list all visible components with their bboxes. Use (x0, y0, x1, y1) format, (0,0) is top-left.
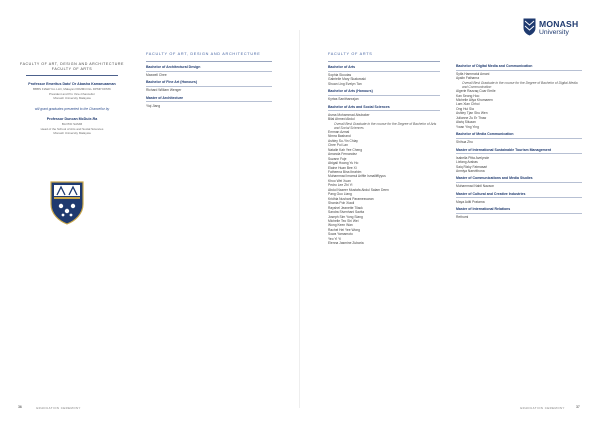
monash-logo (523, 18, 593, 40)
graduate-name: Sowa Yamamoto (328, 232, 353, 237)
award-note: Overall Best Graduate in the course for the Degree of Bachelor of Arts and Social Sciences (334, 121, 437, 130)
second-presenter-title: Head of the School of Arts and Social Sciences (40, 126, 104, 131)
graduate-name: Suzann Fuje (328, 156, 347, 161)
degree-heading: Bachelor of Arts (Honours) (328, 89, 440, 96)
degree-heading: Bachelor of Digital Media and Communication (456, 64, 582, 71)
column-faculty-of-arts (328, 52, 440, 249)
faculty-title: FACULTY OF ARTS (328, 52, 440, 62)
degree-heading: Master of International Relations (456, 207, 582, 214)
degree-group (328, 89, 440, 101)
degree-group (146, 65, 272, 77)
degree-group (146, 80, 272, 92)
degree-group (456, 207, 582, 219)
degree-group (456, 148, 582, 174)
degree-heading: Bachelor of Arts and Social Sciences (328, 105, 440, 112)
footer-text-right: GRADUATION CEREMONY (520, 406, 565, 410)
sidebar-rule (26, 75, 118, 76)
graduate-name: Fatheena Bina Ibrahim (328, 169, 362, 174)
graduate-name: Algerie Razzaq Coar Emile (456, 89, 496, 94)
graduate-name: Lam Xian Chhoi (456, 102, 480, 107)
graduate-name: Muhammad Imamul Ariffie Ismailiffiyyus (328, 174, 386, 179)
column-art-design-architecture (146, 52, 272, 111)
graduate-name: Khoo Wei Xuan (328, 178, 351, 183)
graduate-name: Maya Aditi Pratama (456, 199, 485, 204)
graduate-name: Ashley Su-Yin Chiay (328, 138, 358, 143)
sidebar-heading-1: FACULTY OF ART, DESIGN AND ARCHITECTURE (20, 62, 124, 66)
graduate-name: Yeo Yi Yi (328, 236, 341, 241)
graduate-name: Ong Hui Sia (456, 106, 474, 111)
faculty-title (456, 52, 582, 61)
degree-heading: Master of International Sustainable Tourism Management (456, 148, 582, 155)
graduate-name: Nimra Bashand (328, 134, 351, 139)
graduate-name: Elenna Jasmine Zubaria (328, 241, 364, 246)
degree-group (456, 64, 582, 129)
page-number-right: 37 (576, 405, 580, 409)
second-presenter-credentials: BA PhD SAMM (61, 122, 83, 127)
sidebar-heading-2: FACULTY OF ARTS (51, 67, 93, 72)
graduate-name: Emman Azmal (328, 129, 350, 134)
graduate-name: Anmiya Naevithona (456, 168, 485, 173)
graduate-name: Bilal Ahmed Abdul (328, 117, 355, 122)
page-number-left: 36 (18, 405, 22, 409)
degree-group (146, 96, 272, 108)
graduate-name: Joseph Sim Yong Siang (328, 214, 363, 219)
graduate-name: Rachel Hei Yee Wong (328, 227, 361, 232)
award-note: Overall Best Graduate in the course for the Degree of Bachelor of Digital Media and Communication (462, 80, 578, 89)
graduate-name: Sandra Sivenhani Savita (328, 210, 365, 215)
degree-heading: Bachelor of Media Communication (456, 132, 582, 139)
graduate-name: Wong Keen Wan (328, 223, 353, 228)
graduate-name: Shuan Ling Evelyn Tan (328, 81, 362, 86)
graduate-name: Ayalin Fatharna (456, 76, 480, 81)
graduate-name: Ywan Ying Ying (456, 124, 479, 129)
graduate-name: Yiqi Jiang (146, 103, 161, 108)
graduate-name: Amanda Fernandez (328, 152, 357, 157)
degree-group (456, 192, 582, 204)
graduate-name: Asma Mohammad Abubaker (328, 112, 370, 117)
presenter-institution: Monash University Malaysia (53, 96, 91, 101)
degree-group (456, 132, 582, 144)
footer-text-left: GRADUATION CEREMONY (36, 406, 81, 410)
graduate-name: Abigail Hoang Yu Ho (328, 161, 359, 166)
ceremony-sidebar (16, 62, 128, 135)
graduate-name: Syifa Hammatul Amani (456, 72, 490, 76)
degree-group (328, 65, 440, 86)
graduate-name: Maxwell Chee (146, 73, 167, 77)
logo-wordmark: MONASH (539, 19, 579, 29)
graduate-name: Alwiq Siluaan (456, 120, 476, 125)
graduate-name: Shihua Zhu (456, 140, 473, 145)
graduate-name: Gabrielle Mary Skakowski (328, 77, 366, 82)
graduate-name: Michelle Aliya Khumaeen (456, 98, 493, 102)
graduate-name: Muhammad Nabil Nazaon (456, 184, 495, 189)
graduate-name: Kan Seong Hoo (456, 93, 480, 98)
presenter-name: Professor Emeritus Dato' Dr Abasha Kamaruzaman (28, 82, 116, 87)
degree-heading: Master of Communications and Media Studies (456, 176, 582, 183)
presentation-note: will grant graduates presented to the Chancellor by (34, 106, 110, 111)
graduate-name: Shanta Poh Xiaoli (328, 201, 355, 206)
second-presenter-name: Professor Duncan McDuie-Ra (46, 117, 98, 122)
degree-heading: Master of Architecture (146, 96, 272, 103)
graduate-name: Rethumi (456, 215, 469, 220)
university-crest-icon (49, 180, 85, 226)
graduate-name: Isabella Pitta Avelynde (456, 155, 490, 160)
graduate-name: Pang Guo Liang (328, 192, 352, 197)
graduate-name: Richard William Wenger (146, 88, 182, 93)
graduate-name: Lixfang Arabas (456, 160, 478, 165)
degree-heading: Bachelor of Arts (328, 65, 440, 72)
degree-group (456, 176, 582, 188)
monash-shield-icon (523, 18, 536, 36)
graduate-name: Sophia Skoutas (328, 73, 352, 77)
page-divider (299, 30, 300, 408)
presenter-title: President and Pro Vice-Chancellor (49, 91, 95, 96)
logo-university: University (539, 29, 569, 36)
graduate-name: Ashley Tjan Shu Wen (456, 111, 488, 116)
graduate-name: Michelle Teo Shi Wei (328, 218, 359, 223)
graduate-name: Kyrtas Sanithanrajan (328, 97, 359, 102)
graduate-name: Pedro Lee Zhi Yi (328, 183, 353, 188)
graduate-name: Kridhia Nushani Paramesvaran (328, 196, 374, 201)
graduate-name: Saiq Rizky Fatmasari (456, 164, 488, 169)
graduate-name: Julianne Zu Er Thaw (456, 115, 487, 120)
presenter-credentials: BBBS FIAEP fco LLD, Malayan PAMMCOLL DPMP DPMK (33, 87, 111, 92)
graduate-name: Abdul Nazeer Mustafa Abdul Salam Deen (328, 187, 389, 192)
column-faculty-of-arts-continued (456, 52, 582, 223)
graduate-name: Elaine Huan Bee Xi (328, 165, 357, 170)
second-presenter-institution: Monash University Malaysia (53, 131, 91, 136)
faculty-title: FACULTY OF ART, DESIGN AND ARCHITECTURE (146, 52, 272, 62)
degree-heading: Master of Cultural and Creative Industries (456, 192, 582, 199)
graduate-name: Chee Pui Lan (328, 143, 348, 148)
degree-group (328, 105, 440, 246)
graduate-name: Natalie Kah Yee Cheng (328, 147, 363, 152)
graduate-name: Rayshel Jeanette Tilack (328, 205, 363, 210)
degree-heading: Bachelor of Architectural Design (146, 65, 272, 72)
degree-heading: Bachelor of Fine Art (Honours) (146, 80, 272, 87)
